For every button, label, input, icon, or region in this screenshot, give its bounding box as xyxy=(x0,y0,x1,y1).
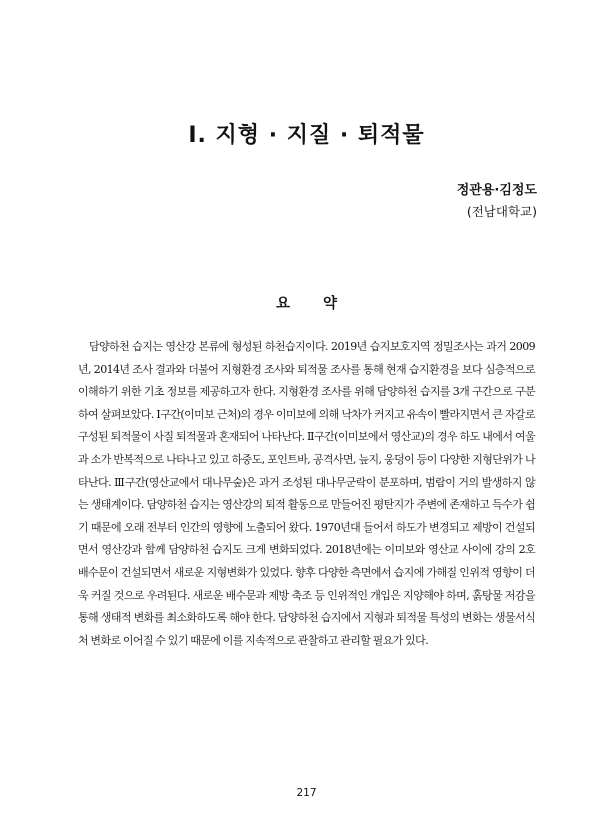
author-affiliation: (전남대학교) xyxy=(466,204,537,219)
page-number: 217 xyxy=(296,787,317,799)
page-title: Ⅰ. 지형 · 지질 · 퇴적물 xyxy=(188,123,425,148)
abstract-body: 담양하천 습지는 영산강 본류에 형성된 하천습지이다. 2019년 습지보호지역 정밀조사는 과거 2009년, 2014년 조사 결과와 더불어 지형환경 조사와 퇴적물 조사를 통해 현재 습지환경을 보다 심층적으로 이해하기 위한 기초 정보를 제공하고자 한다. 지형환경 조사를 위해 담양하천 습지를 3개 구간으로 구분하여 살펴보았다. Ⅰ구간(이미보 근처)의 경우 이미보에 의해 낙차가 커지고 유속이 빨라지면서 큰 자갈로 구성된 퇴적물이 사질 퇴적물과 혼재되어 나타난다. Ⅱ구간(이미보에서 영산교)의 경우 하도 내에서 여울과 소가 반복적으로 나타나고 있고 하중도, 포인트바, 공격사면, 늪지, 웅덩이 등이 다양한 지형단위가 나타난다. Ⅲ구간(영산교에서 대나무숲)은 과거 조성된 대나무군락이 분포하며, 범람이 거의 발생하지 않는 생태계이다. 담양하천 습지는 영산강의 퇴적 활동으로 만들어진 평탄지가 주변에 존재하고 득수가 쉽기 때문에 오래 전부터 인간의 영향에 노출되어 왔다. 1970년대 들어서 하도가 변경되고 제방이 건설되면서 영산강과 함께 담양하천 습지도 크게 변화되었다. 2018년에는 이미보와 영산교 사이에 강의 2호 배수문이 건설되면서 새로운 지형변화가 있었다. 향후 다양한 측면에서 습지에 가해질 인위적 영향이 더욱 커질 것으로 우려된다. 새로운 배수문과 제방 축조 등 인위적인 개입은 지양해야 하며, 홁탕물 저감을 통해 생태적 변화를 최소화하도록 해야 한다. 담양하천 습지에서 지형과 퇴적물 특성의 변화는 생물서식처 변화로 이어질 수 있기 때문에 이를 지속적으로 관찰하고 관리할 필요가 있다. xyxy=(78,340,535,647)
abstract-heading: 요 약 xyxy=(275,296,352,312)
author-names: 정관용·김정도 xyxy=(456,183,537,198)
author-block xyxy=(457,180,537,222)
